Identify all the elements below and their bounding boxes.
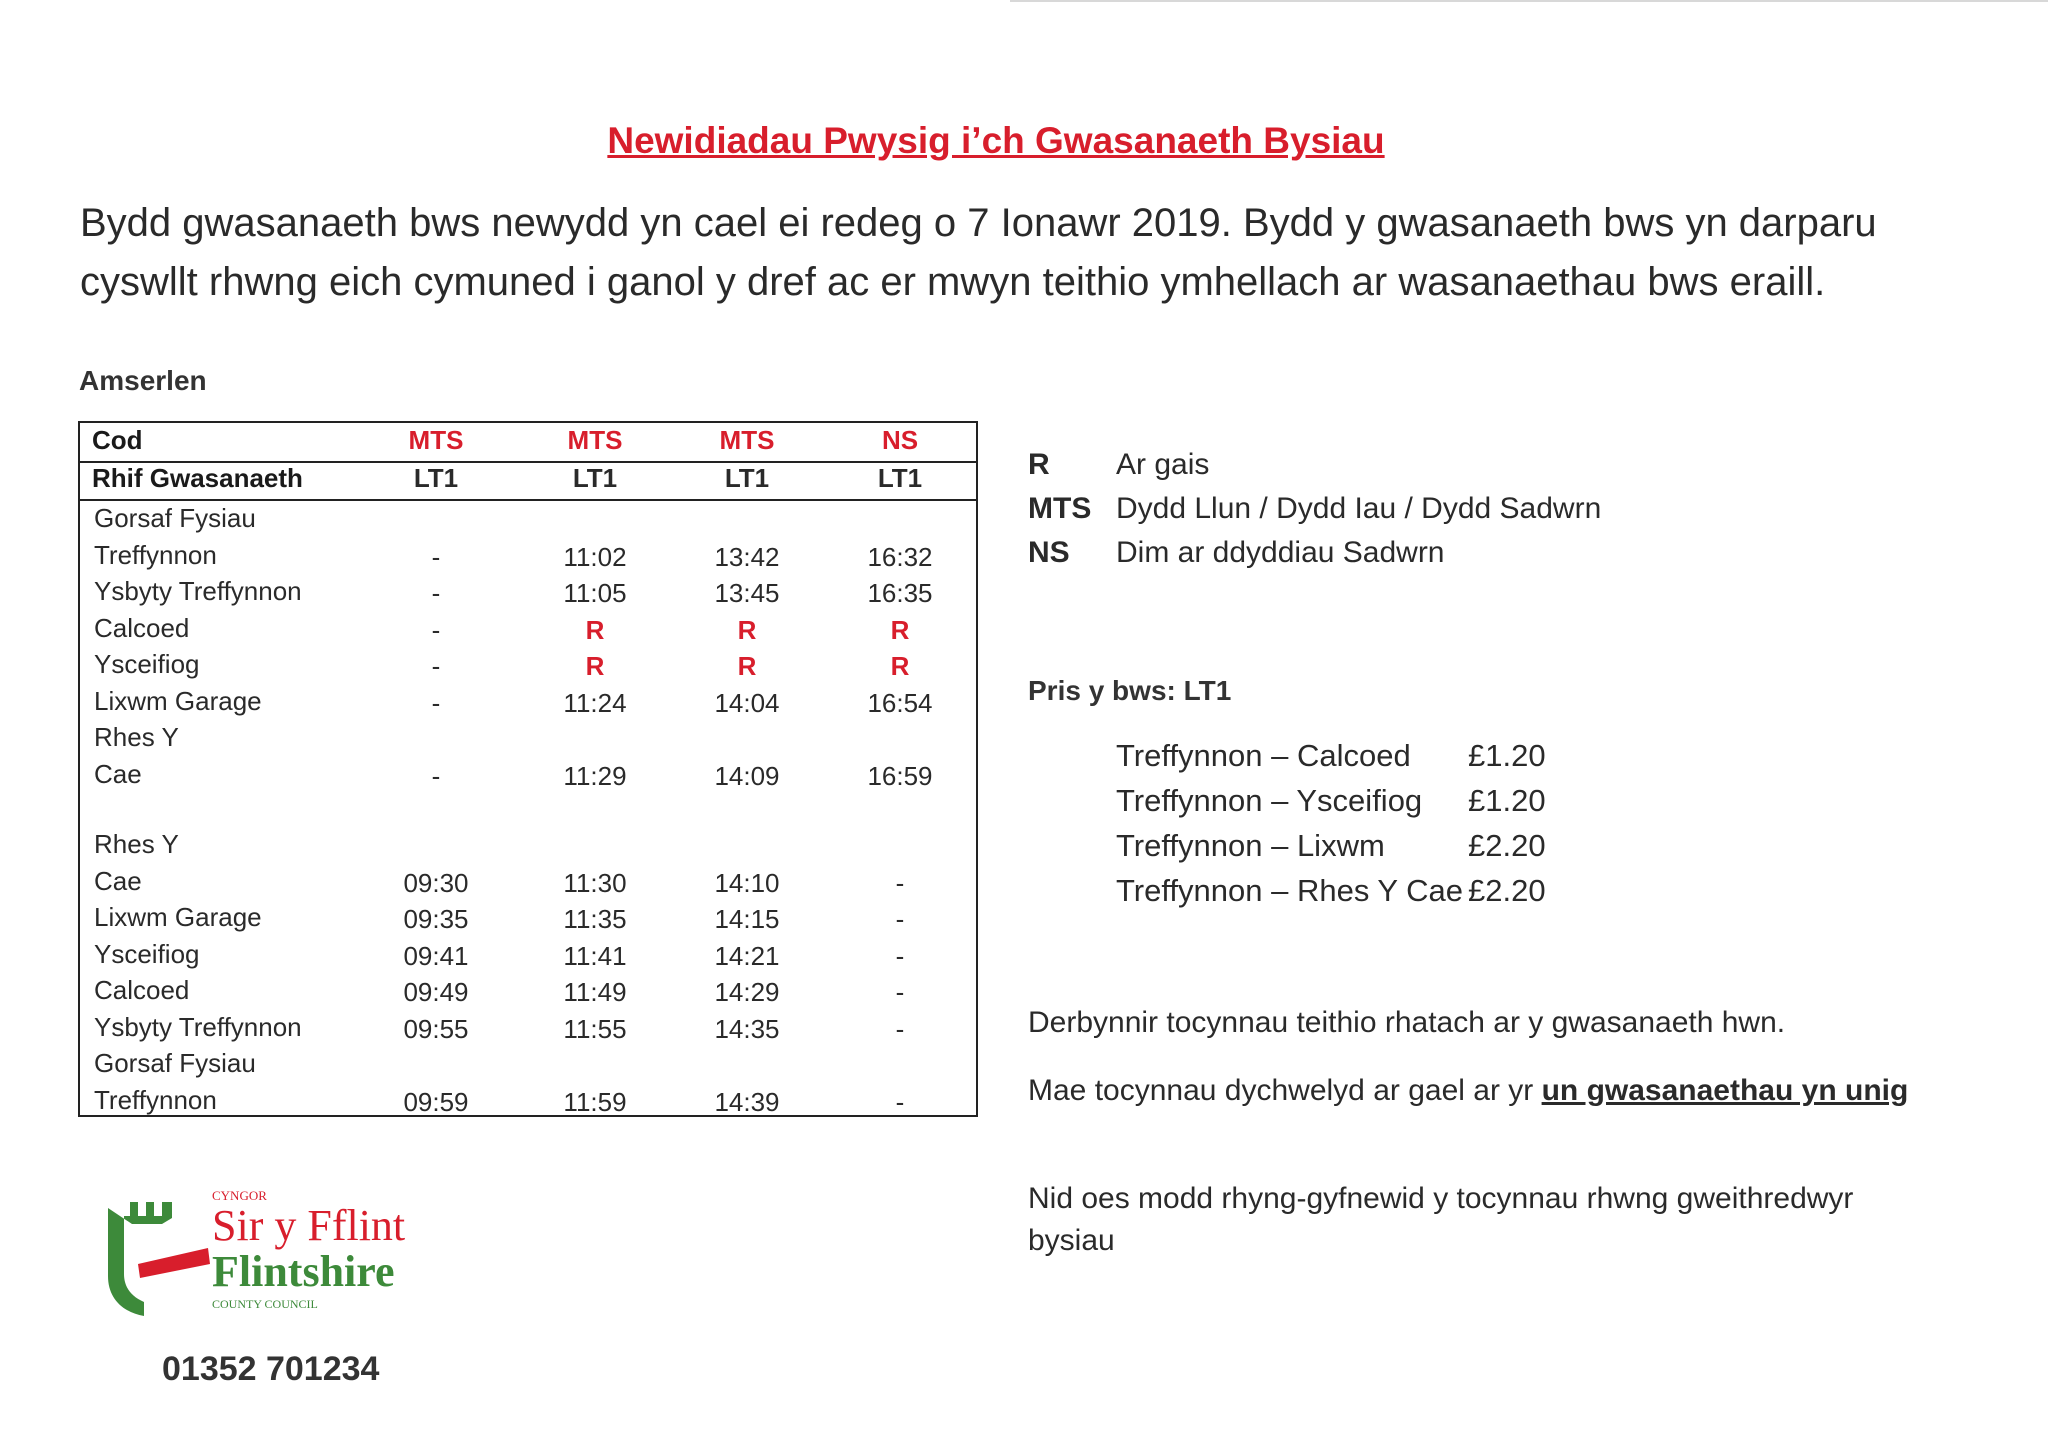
fare-route: Treffynnon – Calcoed [1116,738,1411,773]
time-cell: 14:09 [714,760,780,791]
time-cell: 11:02 [563,541,627,572]
stop-name: Ysceifiog [94,938,200,969]
stop-name: Gorsaf Fysiau [94,1048,256,1078]
time-cell: - [895,904,905,934]
fare-row [1116,873,1546,909]
legend-value: Ar gais [1116,448,1210,481]
time-cell: 16:59 [867,760,933,791]
page-title: Newidiadau Pwysig i’ch Gwasanaeth Bysiau [607,120,1385,161]
return-ticket-note [1028,1070,1928,1112]
stop-name: Calcoed [94,975,190,1005]
time-cell: 11:29 [563,760,627,791]
logo-small-bottom: COUNTY COUNCIL [212,1297,318,1311]
intro-paragraph: Bydd gwasanaeth bws newydd yn cael ei redeg o 7 Ionawr 2019. Bydd y gwasanaeth bws yn darparu cyswllt rhwng eich cymuned i ganol y dref ac er mwyn teithio ymhellach ar wasanaethau bws eraill. [80,201,1877,304]
fare-route: Treffynnon – Rhes Y Cae [1116,873,1463,908]
flintshire-council-logo [100,1180,430,1320]
stop-name: Ysceifiog [94,649,200,679]
code-row [80,423,976,463]
time-cell: R [737,614,757,645]
time-cell: R [890,614,910,645]
top-border-line [1010,0,2048,2]
fare-price: £2.20 [1468,828,1546,863]
concession-note: Derbynnir tocynnau teithio rhatach ar y gwasanaeth hwn. [1028,1006,1786,1039]
stop-name: Gorsaf Fysiau [94,503,256,533]
time-cell: - [895,1086,905,1117]
fare-row [1116,828,1546,864]
code-row-label: Cod [92,425,143,455]
fare-route: Treffynnon – Lixwm [1116,828,1385,863]
code-col-3: MTS [719,425,775,455]
time-cell: 13:42 [714,541,780,572]
time-cell: 14:39 [714,1086,780,1117]
time-cell: 09:59 [403,1086,469,1117]
time-cell: - [431,687,441,718]
time-cell: 14:04 [714,687,780,718]
time-cell: 14:21 [714,940,780,971]
fare-row [1116,738,1546,774]
logo-small-top: CYNGOR [212,1188,267,1203]
stop-name: Treffynnon [94,539,217,570]
service-col-1: LT1 [413,463,459,493]
time-cell: R [737,651,757,681]
legend-value: Dim ar ddyddiau Sadwrn [1116,536,1445,569]
time-cell: 16:54 [867,687,933,718]
stop-name: Lixwm Garage [94,902,262,932]
time-cell: 13:45 [714,578,780,608]
time-cell: 09:35 [403,904,469,934]
return-note-emphasis: un gwasanaethau yn unig [1541,1074,1909,1107]
code-col-1: MTS [408,425,464,455]
legend-key: R [1028,448,1050,481]
fare-price: £1.20 [1468,783,1546,818]
phone-number: 01352 701234 [162,1350,380,1388]
timetable [78,421,978,1117]
time-cell: 11:41 [563,940,627,971]
service-row [80,461,976,501]
legend-key: NS [1028,536,1070,569]
time-cell: - [431,541,441,572]
time-cell: 09:55 [403,1013,469,1044]
time-cell: 09:49 [403,977,469,1007]
code-col-4: NS [881,425,919,455]
time-cell: 11:59 [563,1086,627,1117]
service-col-3: LT1 [724,463,770,493]
stop-name: Rhes Y [94,829,179,859]
service-col-4: LT1 [877,463,923,493]
legend-value: Dydd Llun / Dydd Iau / Dydd Sadwrn [1116,492,1602,525]
time-cell: 11:24 [563,687,627,718]
fare-price: £2.20 [1468,873,1546,908]
time-cell: - [895,867,905,898]
fares-title: Pris y bws: LT1 [1028,675,1232,706]
time-cell: 16:35 [867,578,933,608]
code-col-2: MTS [567,425,623,455]
stop-name: Cae [94,865,142,896]
time-cell: R [585,651,605,681]
red-flag-stripe [138,1248,210,1278]
exchange-note: Nid oes modd rhyng-gyfnewid y tocynnau rhwng gweithredwyr bysiau [1028,1182,1854,1257]
fare-price: £1.20 [1468,738,1546,773]
time-cell: 16:32 [867,541,933,572]
legend-key: MTS [1028,492,1092,525]
time-cell: 14:10 [714,867,780,898]
time-cell: - [431,578,441,608]
service-col-2: LT1 [572,463,618,493]
stop-name: Ysbyty Treffynnon [94,576,302,606]
time-cell: - [431,614,441,645]
stop-name: Rhes Y [94,722,179,752]
stop-name: Lixwm Garage [94,685,262,716]
service-row-label: Rhif Gwasanaeth [92,463,303,493]
time-cell: - [431,651,441,681]
time-cell: - [895,940,905,971]
stop-name: Calcoed [94,612,190,643]
time-cell: 11:05 [563,578,627,608]
time-cell: 09:41 [403,940,469,971]
return-note-prefix: Mae tocynnau dychwelyd ar gael ar yr [1028,1074,1542,1107]
time-cell: 14:35 [714,1013,780,1044]
fare-row [1116,783,1546,819]
time-cell: R [890,651,910,681]
schedule-label: Amserlen [79,365,207,396]
stop-name: Ysbyty Treffynnon [94,1011,302,1042]
time-cell: 11:55 [563,1013,627,1044]
time-cell: - [895,977,905,1007]
time-cell: R [585,614,605,645]
logo-english-name: Flintshire [212,1247,395,1296]
time-cell: - [895,1013,905,1044]
time-cell: 14:15 [714,904,780,934]
time-cell: 11:30 [563,867,627,898]
time-cell: - [431,760,441,791]
stop-name: Treffynnon [94,1084,217,1115]
time-cell: 11:35 [563,904,627,934]
time-cell: 11:49 [563,977,627,1007]
stop-name: Cae [94,758,142,789]
logo-welsh-name: Sir y Fflint [212,1201,406,1250]
time-cell: 09:30 [403,867,469,898]
time-cell: 14:29 [714,977,780,1007]
fare-route: Treffynnon – Ysceifiog [1116,783,1423,818]
